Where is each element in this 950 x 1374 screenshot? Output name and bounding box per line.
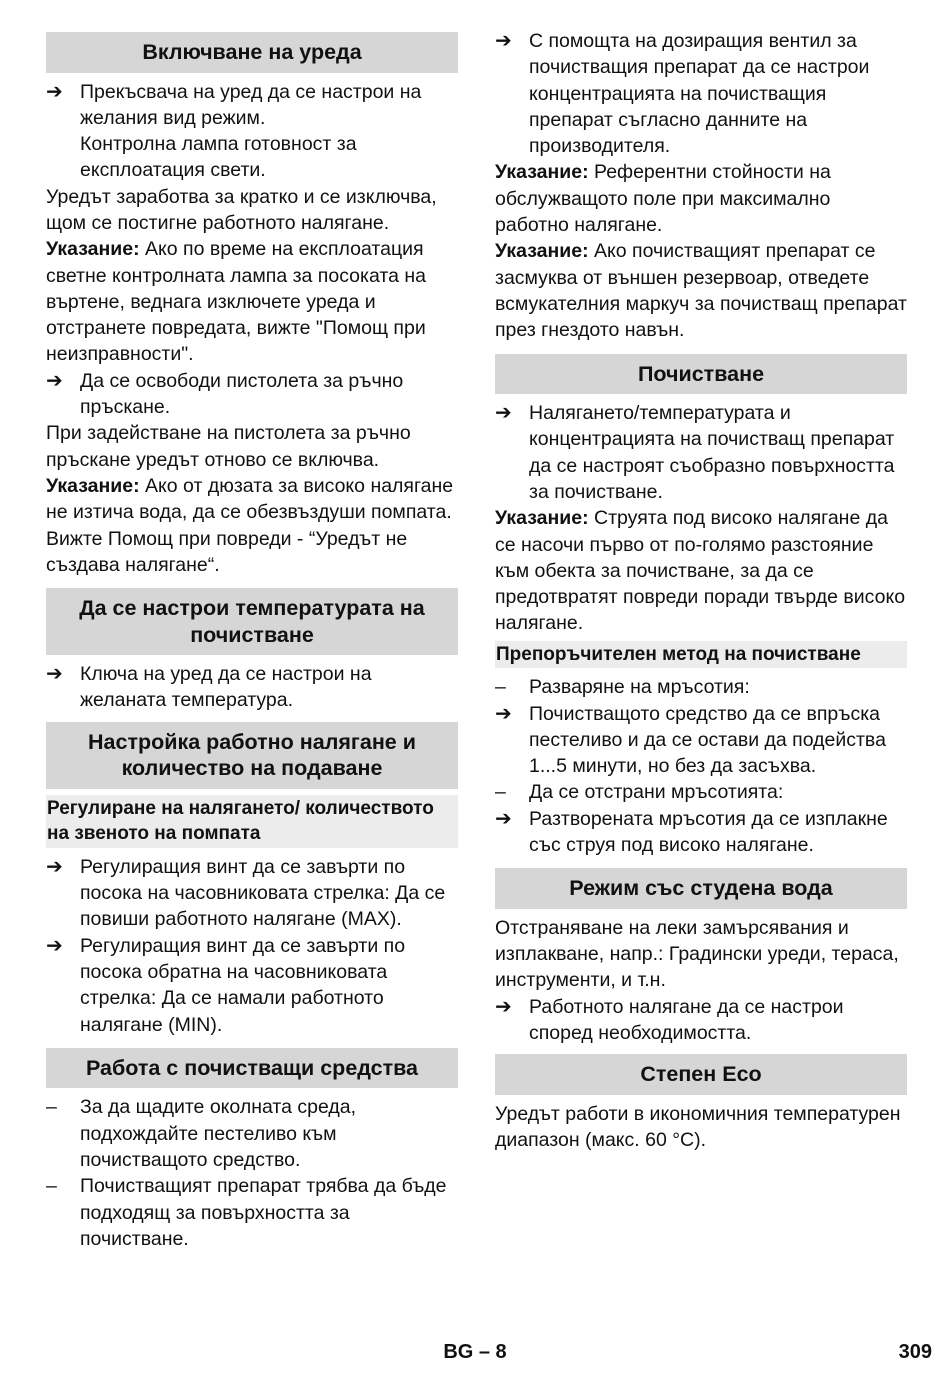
- arrow-icon: ➔: [46, 369, 63, 392]
- note: Указание: Струята под високо налягане да се насочи първо от по-голямо разстояние към обекта за почистване, за да се предотвратят повреди поради твърде високо налягане.: [495, 507, 906, 635]
- section-title-pressure-setting: Настройка работно налягане и количество на подаване: [46, 722, 458, 789]
- arrow-icon: ➔: [495, 702, 512, 725]
- section-title-temperature: Да се настрои температурата на почистване: [46, 588, 458, 655]
- arrow-icon: ➔: [46, 80, 63, 103]
- instruction-item: ➔ Налягането/температурата и концентрацията на почистващ препарат да се настроят съобразно повърхността за почистване.: [495, 402, 895, 503]
- instruction-item: ➔ Регулиращия винт да се завърти по посока на часовниковата стрелка: Да се повиши работното налягане (MAX).: [46, 855, 446, 931]
- right-column: [495, 28, 907, 1153]
- dash-mark: –: [46, 1096, 57, 1119]
- dash-mark: –: [495, 781, 506, 804]
- arrow-icon: ➔: [46, 855, 63, 878]
- arrow-icon: ➔: [495, 30, 512, 52]
- list-item: – За да щадите околната среда, подхождайте пестеливо към почистващото средство.: [46, 1096, 357, 1171]
- page-number: 309: [898, 1341, 932, 1363]
- arrow-icon: ➔: [46, 934, 63, 957]
- section-title-detergents: Работа с почистващи средства: [46, 1048, 458, 1089]
- note-label: Указание:: [495, 240, 589, 263]
- instruction-item: ➔ Регулиращия винт да се завърти по посока обратна на часовниковата стрелка: Да се намали работното налягане (MIN).: [46, 934, 406, 1036]
- paragraph: При задействане на пистолета за ръчно пръскане уредът отново се включва.: [46, 422, 411, 471]
- note-label: Указание:: [495, 507, 589, 530]
- note: Указание: Ако почистващият препарат се засмуква от външен резервоар, отведете всмукателния маркуч за почистващ препарат през гнездото навън.: [495, 240, 907, 342]
- subsection-title-pressure-regulation: Регулиране на налягането/ количеството на звеното на помпата: [46, 795, 458, 848]
- left-column: [46, 28, 458, 1252]
- list-item: – Да се отстрани мръсотията:: [495, 779, 907, 805]
- section-title-cold-water-mode: Режим със студена вода: [495, 868, 907, 909]
- instruction-item: ➔ Почистващото средство да се впръска пестеливо и да се остави да подейства 1...5 минути, но без да засъхва.: [495, 702, 886, 778]
- footer-language-page: BG – 8: [443, 1341, 507, 1363]
- instruction-item: ➔ Прекъсвача на уред да се настрои на желания вид режим. Контролна лампа готовност за експлоатация свети.: [46, 80, 422, 182]
- section-title-cleaning: Почистване: [495, 354, 907, 395]
- paragraph: Уредът заработва за кратко и се изключва, щом се постигне работното налягане.: [46, 185, 437, 234]
- paragraph: Отстраняване на леки замърсявания и изплакване, напр.: Градински уреди, тераса, инструменти, и т.н.: [495, 916, 899, 992]
- dash-mark: –: [495, 676, 506, 699]
- paragraph: Уредът работи в икономичния температурен диапазон (макс. 60 °C).: [495, 1102, 901, 1152]
- note: Указание: Референтни стойности на обслужващото поле при максимално работно налягане.: [495, 161, 831, 237]
- note-label: Указание:: [495, 161, 589, 184]
- note: Указание: Ако от дюзата за високо налягане не изтича вода, да се обезвъздуши помпата. Вижте Помощ при повреди - “Уредът не създава налягане“.: [46, 474, 454, 576]
- note-label: Указание:: [46, 238, 140, 261]
- instruction-item: ➔ С помощта на дозиращия вентил за почистващия препарат да се настрои концентрацията на почистващия препарат съгласно данните на производителя.: [495, 30, 870, 158]
- arrow-icon: ➔: [46, 663, 63, 686]
- list-item: – Почистващият препарат трябва да бъде подходящ за повърхността за почистване.: [46, 1175, 447, 1250]
- list-item: – Разваряне на мръсотия:: [495, 674, 907, 700]
- dash-mark: –: [46, 1175, 57, 1198]
- arrow-icon: ➔: [495, 995, 512, 1018]
- instruction-item: ➔ Да се освободи пистолета за ръчно пръскане.: [46, 369, 404, 419]
- arrow-icon: ➔: [495, 402, 512, 425]
- note: Указание: Ако по време на експлоатация светне контролната лампа за посоката на въртене, веднага изключете уреда и отстранете повредата, вижте "Помощ при неизправности".: [46, 238, 426, 366]
- instruction-item: ➔ Разтворената мръсотия да се изплакне със струя под високо налягане.: [495, 807, 888, 857]
- instruction-item: ➔ Работното налягане да се настрои според необходимостта.: [495, 995, 844, 1044]
- section-title-eco-level: Степен Eco: [495, 1054, 907, 1095]
- subsection-title-recommended-method: Препоръчителен метод на почистване: [495, 641, 907, 669]
- section-title-switch-on: Включване на уреда: [46, 32, 458, 73]
- instruction-item: ➔ Ключа на уред да се настрои на желаната температура.: [46, 663, 372, 712]
- arrow-icon: ➔: [495, 807, 512, 830]
- note-label: Указание:: [46, 474, 140, 497]
